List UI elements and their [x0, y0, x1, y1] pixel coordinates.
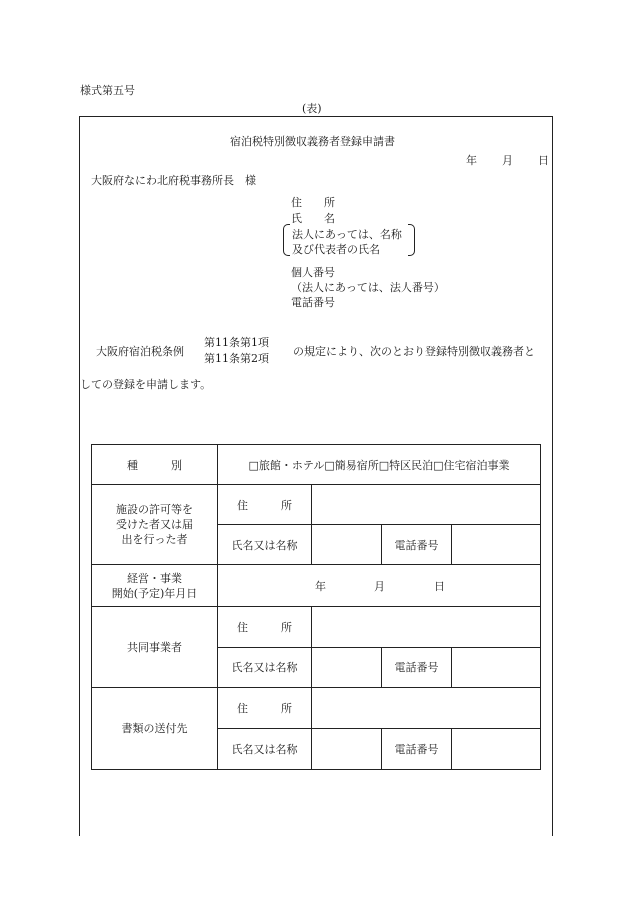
body-clause: の規定により、次のとおり登録特別徴収義務者と	[293, 345, 535, 358]
joint-phone-label: 電話番号	[382, 647, 452, 687]
type-options[interactable]: □旅館・ホテル□簡易宿所□特区民泊□住宅宿泊事業	[218, 445, 541, 485]
right-bracket	[408, 224, 415, 256]
send-name-field[interactable]	[312, 728, 382, 769]
send-address-field[interactable]	[312, 687, 541, 728]
article-1: 第11条第1項	[204, 336, 269, 349]
facility-name-label: 氏名又は名称	[218, 525, 312, 565]
start-day: 日	[434, 580, 445, 594]
table-row	[92, 485, 541, 525]
facility-address-label: 住 所	[218, 485, 312, 525]
start-date-label-line-1: 経営・事業	[127, 571, 182, 585]
table-row	[92, 445, 541, 485]
date-day: 日	[538, 154, 549, 167]
facility-phone-field[interactable]	[452, 525, 541, 565]
personal-number-label: 個人番号	[291, 266, 335, 279]
start-month: 月	[374, 580, 385, 594]
corp-note-2: 及び代表者の氏名	[292, 243, 380, 256]
applicant-address-label: 住 所	[291, 196, 335, 209]
send-name-label: 氏名又は名称	[218, 728, 312, 769]
form-number: 様式第五号	[80, 84, 135, 97]
send-phone-label: 電話番号	[382, 728, 452, 769]
facility-label-line-2: 受けた者又は届	[116, 518, 193, 532]
body-line-2: しての登録を申請します。	[80, 378, 212, 391]
start-year: 年	[315, 580, 326, 594]
joint-name-field[interactable]	[312, 647, 382, 687]
applicant-phone-label: 電話番号	[291, 296, 335, 309]
addressee: 大阪府なにわ北府税事務所長 様	[91, 174, 256, 187]
article-2: 第11条第2項	[204, 352, 269, 365]
joint-address-field[interactable]	[312, 607, 541, 647]
joint-operator-label: 共同事業者	[92, 607, 218, 687]
facility-label-line-3: 出を行った者	[121, 533, 188, 547]
joint-name-label: 氏名又は名称	[218, 647, 312, 687]
joint-phone-field[interactable]	[452, 647, 541, 687]
start-date-label	[92, 565, 218, 607]
send-address-label: 住 所	[218, 687, 312, 728]
facility-name-field[interactable]	[312, 525, 382, 565]
send-to-label: 書類の送付先	[92, 687, 218, 769]
page-title: 宿泊税特別徴収義務者登録申請書	[230, 135, 395, 148]
start-date-field[interactable]	[218, 565, 541, 607]
corp-number-note: （法人にあっては、法人番号）	[291, 281, 445, 294]
corp-note-1: 法人にあっては、名称	[292, 228, 402, 241]
date-year: 年	[466, 154, 477, 167]
applicant-name-label: 氏 名	[291, 212, 335, 225]
type-label: 種 別	[92, 445, 218, 485]
left-bracket	[283, 224, 290, 256]
start-date-label-line-2: 開始(予定)年月日	[111, 586, 198, 600]
facility-address-field[interactable]	[312, 485, 541, 525]
facility-phone-label: 電話番号	[382, 525, 452, 565]
joint-address-label: 住 所	[218, 607, 312, 647]
facility-label	[92, 485, 218, 565]
ordinance-name: 大阪府宿泊税条例	[96, 345, 184, 358]
table-row	[92, 687, 541, 728]
table-row	[92, 565, 541, 607]
facility-label-line-1: 施設の許可等を	[116, 503, 193, 517]
table-row	[92, 607, 541, 647]
date-month: 月	[502, 154, 513, 167]
send-phone-field[interactable]	[452, 728, 541, 769]
registration-table	[91, 444, 541, 770]
side-label: (表)	[302, 102, 322, 115]
